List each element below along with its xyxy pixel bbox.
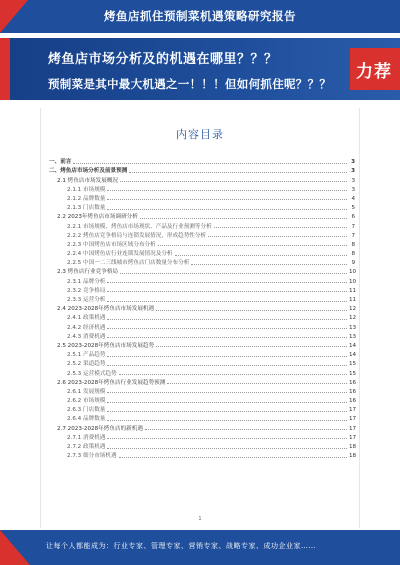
toc-entry[interactable]	[49, 266, 355, 275]
toc-entry-text: 2.4 2023-2028年烤鱼店市场发展机遇	[57, 306, 155, 313]
toc-entry-page: 8	[351, 241, 355, 248]
toc-entry-page: 13	[349, 324, 357, 331]
toc-leader-dots	[145, 429, 347, 430]
toc-leader-dots	[107, 438, 347, 439]
toc-entry-page: 17	[349, 425, 357, 432]
toc-entry-text: 2.4.3 消费机遇	[67, 333, 106, 340]
toc-entry-page: 10	[349, 269, 357, 276]
hero-band	[0, 38, 400, 100]
toc-entry-page: 18	[349, 444, 357, 450]
toc-leader-dots	[156, 346, 347, 347]
toc-entry-page: 3	[351, 186, 355, 193]
toc-entry-text: 2.2.5 中国一二三线城市烤鱼店门店数量分布分析	[67, 260, 190, 267]
toc-entry-page: 7	[351, 223, 355, 230]
toc-entry-text: 2.3.3 运营分析	[67, 297, 106, 303]
footer-accent	[0, 530, 30, 565]
toc-leader-dots	[208, 236, 347, 237]
toc-entry-text: 2.6 2023-2028年烤鱼店行业发展趋势预测	[57, 379, 166, 386]
toc-entry[interactable]	[49, 321, 355, 330]
toc-entry[interactable]	[49, 248, 355, 257]
toc-entry-text: 2.3.2 竞争格局	[67, 287, 106, 294]
toc-entry-page: 16	[349, 398, 357, 405]
toc-entry-page: 17	[349, 416, 357, 423]
toc-entry-text: 2.5.2 渠道趋势	[67, 361, 106, 368]
report-title: 烤鱼店抓住预制菜机遇策略研究报告	[104, 9, 296, 23]
toc-entry[interactable]	[49, 312, 355, 321]
toc-entry[interactable]	[49, 285, 355, 294]
toc-entry-page: 11	[349, 297, 357, 303]
toc-leader-dots	[107, 282, 347, 283]
page-number: 1	[198, 516, 202, 522]
toc-entry-page: 13	[349, 333, 357, 340]
toc-entry-text: 2.6.3 门店数量	[67, 407, 106, 414]
toc-leader-dots	[129, 172, 347, 173]
toc-entry-text: 2.5 2023-2028年烤鱼店市场发展趋势	[57, 342, 155, 349]
toc-leader-dots	[107, 328, 347, 329]
toc-entry-page: 15	[349, 361, 357, 368]
toc-leader-dots	[107, 337, 347, 338]
toc-entry-text: 2.5.3 运营模式趋势	[67, 370, 117, 377]
hero-headline: 烤鱼店市场分析及的机遇在哪里？？？	[48, 52, 278, 67]
toc-entry-text: 2.5.1 产品趋势	[67, 352, 106, 359]
toc-entry-text: 2.2.4 中国烤鱼店行业连锁发展情况及分析	[67, 251, 173, 258]
toc-entry-text: 2.4.1 政策机遇	[67, 315, 106, 322]
toc-entry-page: 15	[349, 370, 357, 377]
toc-leader-dots	[107, 420, 347, 421]
toc-entry[interactable]	[49, 377, 355, 386]
toc-entry-page: 14	[349, 342, 357, 349]
toc-leader-dots	[73, 163, 347, 164]
toc-entry-page: 3	[351, 168, 355, 175]
toc-entry-page: 12	[349, 315, 357, 322]
toc-leader-dots	[107, 291, 347, 292]
toc-entry[interactable]	[49, 386, 355, 395]
toc-entry-text: 二、烤鱼店市场分析及前景预测	[49, 168, 128, 175]
toc-entry-text: 2.2 2023年烤鱼店市场调研分析	[57, 214, 138, 221]
toc-leader-dots	[120, 181, 347, 182]
toc-entry-text: 2.6.4 品牌数量	[67, 416, 106, 423]
toc-entry-text: 2.2.2 烤鱼店竞争格局与连锁发展情况，形成趋势性分析	[67, 232, 207, 239]
toc-leader-dots	[107, 411, 347, 412]
toc-entry[interactable]	[49, 349, 355, 358]
toc-entry[interactable]	[49, 174, 355, 183]
toc-entry-text: 2.1.3 门店数量	[67, 205, 106, 212]
toc-leader-dots	[167, 383, 347, 384]
hero-left-accent	[0, 38, 10, 100]
toc-entry-page: 5	[351, 205, 355, 212]
toc-entry-text: 2.3 烤鱼店行业竞争格局	[57, 269, 119, 276]
toc-entry[interactable]	[49, 395, 355, 404]
footer-slogan: 让每个人都能成为：行业专家、管理专家、营销专家、战略专家、成功企业家……	[46, 542, 316, 550]
toc-entry-text: 2.7.2 政策机遇	[67, 444, 106, 450]
toc-leader-dots	[175, 255, 347, 256]
toc-entry-page: 4	[351, 195, 355, 202]
toc-page	[40, 108, 360, 528]
toc-leader-dots	[107, 301, 347, 302]
toc-entry-page: 7	[351, 232, 355, 239]
toc-entry[interactable]	[49, 413, 355, 422]
toc-leader-dots	[120, 273, 347, 274]
toc-leader-dots	[214, 227, 347, 228]
toc-leader-dots	[107, 199, 347, 200]
toc-entry[interactable]	[49, 156, 355, 165]
recommend-badge-label: 力荐	[356, 62, 392, 82]
toc-entry-page: 11	[349, 287, 357, 294]
toc-entry[interactable]	[49, 303, 355, 312]
toc-entry[interactable]	[49, 358, 355, 367]
toc-entry-page: 10	[349, 278, 357, 285]
toc-entry[interactable]	[49, 422, 355, 431]
toc-leader-dots	[156, 310, 347, 311]
toc-entry-text: 2.4.2 经济机遇	[67, 324, 106, 331]
toc-entry[interactable]	[49, 165, 355, 174]
toc-leader-dots	[107, 402, 347, 403]
toc-entry[interactable]	[49, 275, 355, 284]
toc-leader-dots	[107, 448, 347, 449]
toc-entry[interactable]	[49, 331, 355, 340]
toc-entry-page: 17	[349, 434, 357, 441]
toc-entry-text: 2.2.3 中国烤鱼店市场区域分布分析	[67, 241, 156, 248]
toc-leader-dots	[119, 457, 347, 458]
toc-leader-dots	[191, 264, 347, 265]
toc-entry[interactable]	[49, 450, 355, 459]
toc-entry-page: 12	[349, 306, 357, 313]
toc-entry[interactable]	[49, 432, 355, 441]
toc-entry-page: 8	[351, 251, 355, 258]
toc-entry-text: 2.6.2 市场规模	[67, 398, 106, 405]
toc-entry-text: 2.1 烤鱼店市场发展概况	[57, 177, 119, 184]
toc-entry[interactable]	[49, 239, 355, 248]
toc-entry[interactable]	[49, 184, 355, 193]
footer-banner	[0, 530, 400, 565]
toc-title: 内容目录	[176, 128, 224, 141]
toc-entry[interactable]	[49, 367, 355, 376]
toc-entry[interactable]	[49, 211, 355, 220]
toc-entry-page: 14	[349, 352, 357, 359]
toc-entry-text: 2.7.1 消费机遇	[67, 434, 106, 441]
recommend-badge	[350, 48, 400, 90]
toc-leader-dots	[158, 245, 347, 246]
toc-entry-text: 2.3.1 品牌分析	[67, 278, 106, 285]
toc-entry[interactable]	[49, 294, 355, 303]
toc-entry[interactable]	[49, 230, 355, 239]
toc-leader-dots	[119, 374, 347, 375]
toc-entry-page: 16	[349, 388, 357, 395]
toc-entry[interactable]	[49, 340, 355, 349]
hero-subheadline: 预制菜是其中最大机遇之一！！！但如何抓住呢？？？	[48, 77, 332, 91]
toc-entry-text: 2.1.1 市场规模	[67, 186, 106, 193]
toc-leader-dots	[107, 190, 347, 191]
toc-entry-text: 一、前言	[49, 159, 72, 166]
toc-entry[interactable]	[49, 193, 355, 202]
toc-entry[interactable]	[49, 257, 355, 266]
toc-entry-page: 6	[351, 214, 355, 221]
toc-leader-dots	[140, 218, 347, 219]
toc-leader-dots	[107, 209, 347, 210]
toc-leader-dots	[107, 365, 347, 366]
toc-entry[interactable]	[49, 220, 355, 229]
toc-entry-text: 2.7.3 细分市场机遇	[67, 453, 117, 460]
toc-entry-page: 3	[351, 177, 355, 184]
toc-leader-dots	[107, 356, 347, 357]
toc-entry-page: 18	[349, 453, 357, 460]
toc-entry[interactable]	[49, 404, 355, 413]
toc-entry-page: 17	[349, 407, 357, 414]
toc-leader-dots	[107, 319, 347, 320]
toc-entry[interactable]	[49, 202, 355, 211]
toc-entry-text: 2.6.1 发展规模	[67, 388, 106, 395]
toc-entry-page: 9	[351, 260, 355, 267]
toc-entry-text: 2.7 2023-2028年烤鱼店的新机遇	[57, 425, 143, 432]
toc-entry-page: 16	[349, 379, 357, 386]
toc-entry-text: 2.2.1 市场规模、烤鱼店市场现状、产品及行业预测等分析	[67, 223, 212, 230]
top-banner	[0, 0, 400, 33]
toc-entry-page: 3	[351, 159, 355, 166]
toc-list	[49, 156, 355, 459]
toc-leader-dots	[107, 392, 347, 393]
toc-entry-text: 2.1.2 品牌数量	[67, 195, 106, 202]
toc-entry[interactable]	[49, 441, 355, 450]
